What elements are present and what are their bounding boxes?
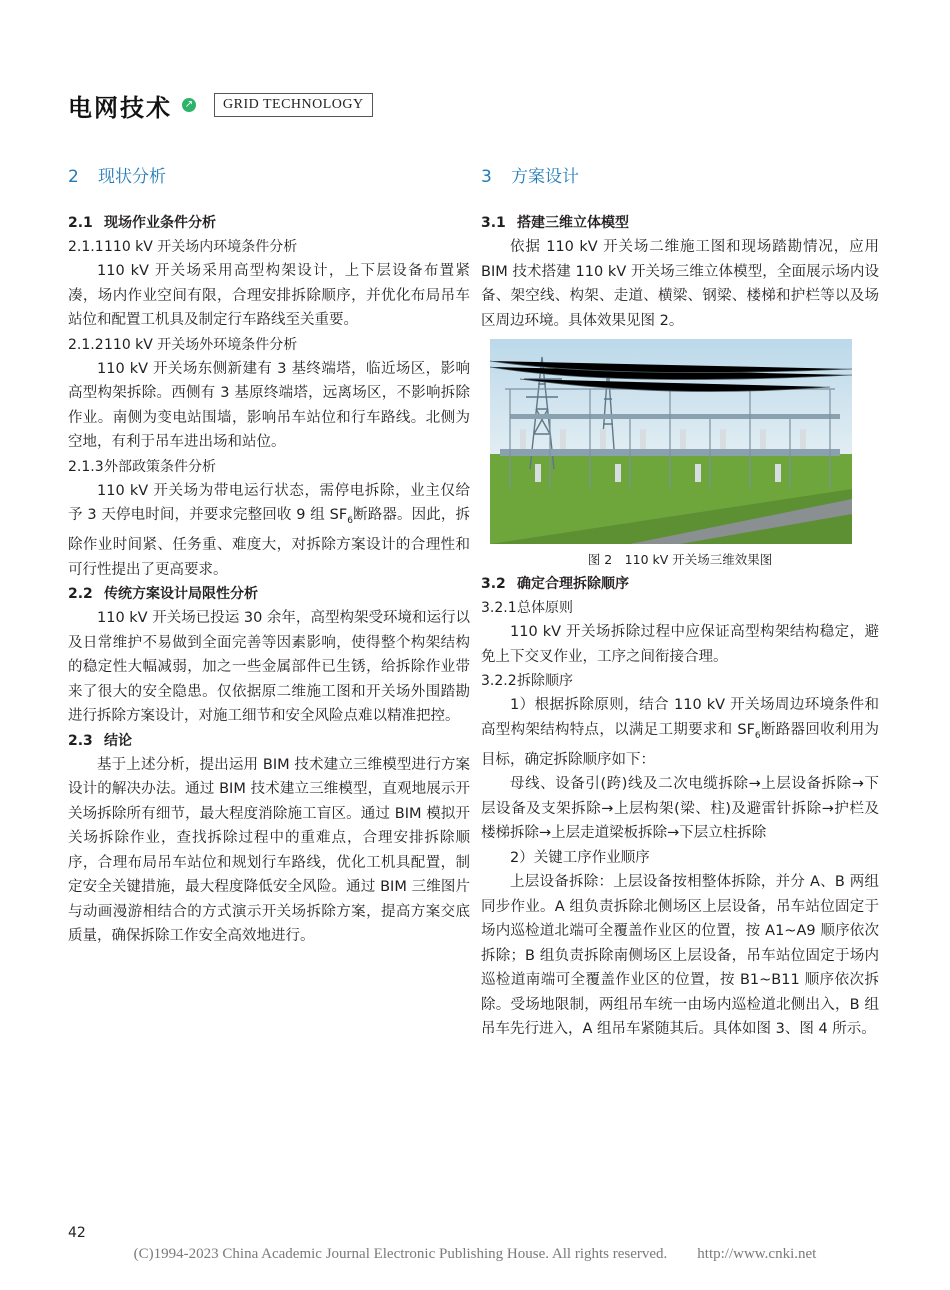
paragraph: 依据 110 kV 开关场二维施工图和现场踏勘情况，应用 BIM 技术搭建 110 kV 开关场三维立体模型，全面展示场内设备、架空线、构架、走道、横梁、钢梁、楼梯和护栏等以及场区周边环境。具体效果见图 2。 bbox=[481, 239, 879, 329]
journal-title-en: GRID TECHNOLOGY bbox=[214, 93, 373, 117]
paragraph: 110 kV 开关场为带电运行状态，需停电拆除，业主仅给予 3 天停电时间，并要求完整回收 9 组 $SF_6$断路器。因此，拆除作业时间紧、任务重、难度大，对拆除方案设计的合理性和可行性提出了更高要求。 bbox=[68, 482, 470, 578]
subsection-heading: 2.2 传统方案设计局限性分析 bbox=[68, 586, 258, 603]
subsubsection-heading: 3.2.1总体原则 bbox=[481, 600, 573, 616]
journal-header bbox=[68, 88, 373, 122]
section-heading: 3 方案设计 bbox=[481, 167, 579, 187]
paragraph: 上层设备拆除：上层设备按相整体拆除，并分 A、B 两组同步作业。A 组负责拆除北侧场区上层设备，吊车站位固定于场内巡检道北端可全覆盖作业区的位置，按 A1~A9 顺序依次拆除；B 组负责拆除南侧场区上层设备，吊车站位固定于场内巡检道南端可全覆盖作业区的位置，按 B1~B11 顺序依次拆除。受场地限制，两组吊车统一由场内巡检道北侧出入，B 组吊车先行进入，A 组吊车紧随其后。具体如图 3、图 4 所示。 bbox=[481, 874, 879, 1038]
journal-title-cn: 电网技术 bbox=[68, 93, 172, 122]
subsection-heading: 3.1 搭建三维立体模型 bbox=[481, 215, 629, 231]
right-column bbox=[481, 160, 879, 1042]
substation-illustration bbox=[490, 339, 852, 544]
subsection-heading: 2.1 现场作业条件分析 bbox=[68, 215, 216, 231]
paragraph: 基于上述分析，提出运用 BIM 技术建立三维模型进行方案设计的解决办法。通过 BIM 技术建立三维模型，直观地展示开关场拆除所有细节，最大程度消除施工盲区。通过 BIM 模拟开关场拆除作业，查找拆除过程中的重难点，合理安排拆除顺序，合理布局吊车站位和规划行车路线，优化工机具配置，制定安全关键措施，最大程度降低安全风险。通过 BIM 三维图片与动画漫游相结合的方式演示开关场拆除方案，提高方案交底质量，确保拆除工作安全高效地进行。 bbox=[68, 756, 470, 945]
paragraph: 110 kV 开关场拆除过程中应保证高型构架结构稳定，避免上下交叉作业，工序之间衔接合理。 bbox=[481, 624, 879, 665]
figure-caption: 图 2 110 kV 开关场三维效果图 bbox=[587, 552, 773, 567]
subsection-heading: 2.3 结论 bbox=[68, 732, 132, 749]
section-heading: 2 现状分析 bbox=[68, 167, 166, 187]
subsubsection-heading: 2.1.3外部政策条件分析 bbox=[68, 458, 216, 475]
paragraph: 2）关键工序作业顺序 bbox=[510, 849, 650, 866]
paragraph: 110 kV 开关场已投运 30 余年，高型构架受环境和运行以及日常维护不易做到全面完善等因素影响，使得整个构架结构的稳定性大幅减弱，加之一些金属部件已生锈，给拆除作业带来了很大的安全隐患。仅依据原二维施工图和开关场外围踏勘进行拆除方案设计，对施工细节和安全风险点难以精准把控。 bbox=[68, 610, 470, 725]
subsection-heading: 3.2 确定合理拆除顺序 bbox=[481, 576, 629, 592]
paragraph: 110 kV 开关场东侧新建有 3 基终端塔，临近场区，影响高型构架拆除。西侧有 3 基原终端塔，远离场区，不影响拆除作业。南侧为变电站围墙，影响吊车站位和行车路线。北侧为空地，有利于吊车进出场和站位。 bbox=[68, 360, 470, 450]
page-number: 42 bbox=[68, 1225, 86, 1241]
paragraph: 110 kV 开关场采用高型构架设计，上下层设备布置紧凑，场内作业空间有限，合理安排拆除顺序，并优化布局吊车站位和配置工机具及制定行车路线至关重要。 bbox=[68, 263, 470, 328]
substation-3d-model-figure bbox=[490, 339, 852, 544]
copyright-notice: (C)1994-2023 China Academic Journal Electronic Publishing House. All rights reserved. http://www.cnki.net bbox=[133, 1246, 817, 1262]
subsubsection-heading: 2.1.1110 kV 开关场内环境条件分析 bbox=[68, 239, 298, 255]
left-column bbox=[68, 160, 470, 949]
demolition-sequence: 母线、设备引(跨)线及二次电缆拆除→上层设备拆除→下层设备及支架拆除→上层构架(梁、柱)及避雷针拆除→护栏及楼梯拆除→上层走道梁板拆除→下层立柱拆除 bbox=[481, 776, 879, 842]
arrow-icon: ↗ bbox=[182, 98, 196, 112]
subsubsection-heading: 3.2.2拆除顺序 bbox=[481, 673, 573, 689]
paragraph: 1）根据拆除原则，结合 110 kV 开关场周边环境条件和高型构架结构特点，以满足工期要求和 $SF_6$断路器回收利用为目标，确定拆除顺序如下： bbox=[481, 697, 879, 768]
subsubsection-heading: 2.1.2110 kV 开关场外环境条件分析 bbox=[68, 336, 298, 353]
